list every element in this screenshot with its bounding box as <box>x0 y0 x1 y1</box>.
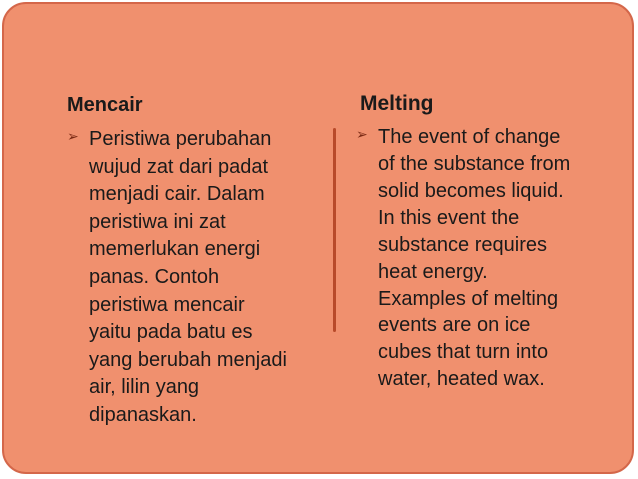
right-column <box>356 92 616 393</box>
right-heading: Melting <box>360 92 434 115</box>
right-bullet-item <box>356 124 616 393</box>
column-divider <box>333 128 336 332</box>
right-bullet-text: The event of change of the substance from solid becomes liquid. In this event the substance requires heat energy. Examples of melting events are on ice cubes that turn into water, heated wax. <box>378 126 571 391</box>
left-column <box>67 94 337 430</box>
left-bullet-text: Peristiwa perubahan wujud zat dari padat menjadi cair. Dalam peristiwa ini zat memerlukan energi panas. Contoh peristiwa mencair yaitu pada batu es yang berubah menjadi air, lilin yang dipanaskan. <box>89 128 287 426</box>
left-bullet-item <box>67 126 337 430</box>
bullet-arrow-icon: ➢ <box>67 128 79 144</box>
left-heading: Mencair <box>67 94 143 116</box>
bullet-arrow-icon: ➢ <box>356 126 368 143</box>
